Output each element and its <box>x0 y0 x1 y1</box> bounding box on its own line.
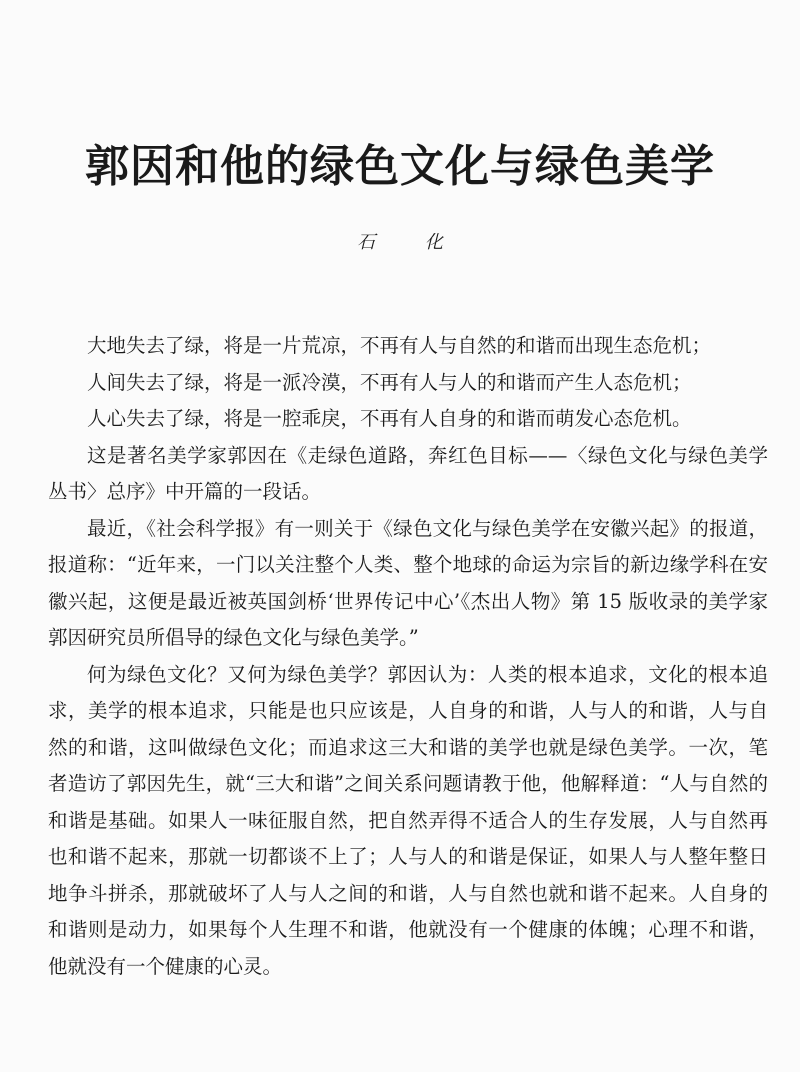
paragraph: 最近，《社会科学报》有一则关于《绿色文化与绿色美学在安徽兴起》的报道，报道称：“近年来，一门以关注整个人类、整个地球的命运为宗旨的新边缘学科在安徽兴起，这便是最近被英国剑桥‘世界传记中心’《杰出人物》第 15 版收录的美学家郭因研究员所倡导的绿色文化与绿色美学。” <box>48 516 768 649</box>
paragraph: 人间失去了绿，将是一派冷漠，不再有人与人的和谐而产生人态危机； <box>87 370 692 394</box>
paragraph: 这是著名美学家郭因在《走绿色道路，奔红色目标——〈绿色文化与绿色美学丛书〉总序》中开篇的一段话。 <box>48 443 768 503</box>
paragraph: 人心失去了绿，将是一腔乖戾，不再有人自身的和谐而萌发心态危机。 <box>87 407 692 430</box>
article-body <box>48 328 768 985</box>
paragraph: 何为绿色文化？又何为绿色美学？郭因认为：人类的根本追求，文化的根本追求，美学的根本追求，只能是也只应该是，人自身的和谐，人与人的和谐，人与自然的和谐，这叫做绿色文化；而追求这三大和谐的美学也就是绿色美学。一次，笔者造访了郭因先生，就“三大和谐”之间关系问题请教于他，他解释道：“人与自然的和谐是基础。如果人一味征服自然，把自然弄得不适合人的生存发展，人与自然再也和谐不起来，那就一切都谈不上了；人与人的和谐是保证，如果人与人整年整日地争斗拼杀，那就破坏了人与人之间的和谐，人与自然也就和谐不起来。人自身的和谐则是动力，如果每个人生理不和谐，他就没有一个健康的体魄；心理不和谐，他就没有一个健康的心灵。 <box>48 662 768 978</box>
article-author: 石 化 <box>357 232 465 253</box>
article-title: 郭因和他的绿色文化与绿色美学 <box>85 141 715 192</box>
paragraph: 大地失去了绿，将是一片荒凉，不再有人与自然的和谐而出现生态危机； <box>87 334 712 357</box>
